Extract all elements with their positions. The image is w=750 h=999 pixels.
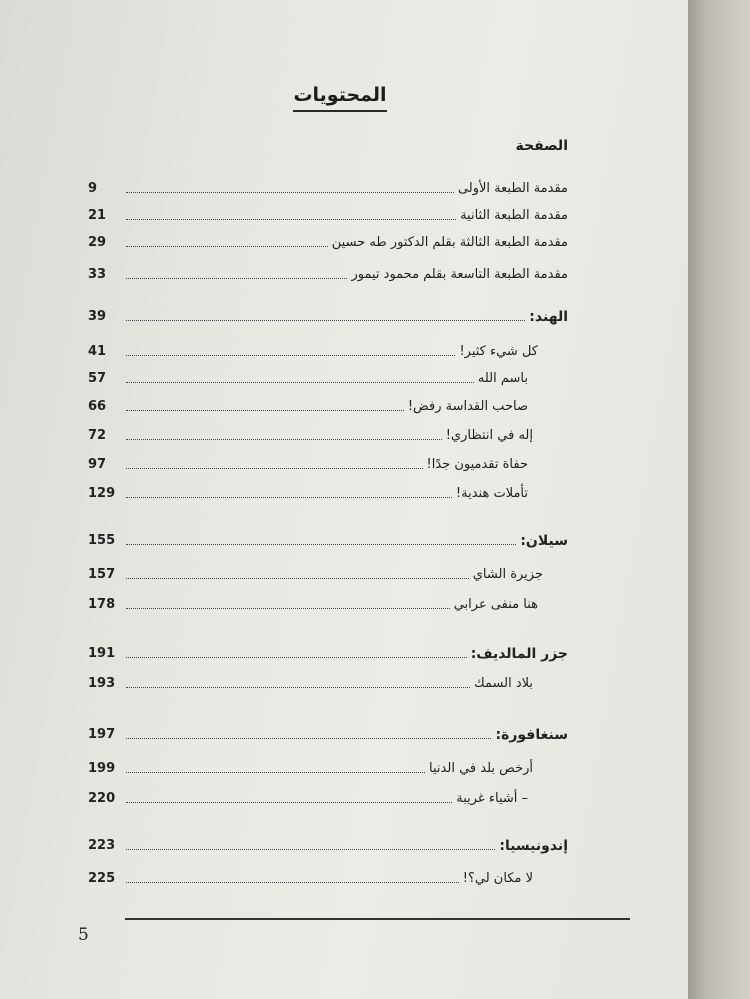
toc-page-number: 33	[88, 267, 107, 282]
toc-section-row	[88, 722, 568, 744]
toc-entry-label: هنا منفى عرابي	[453, 597, 538, 612]
dot-leader	[126, 802, 452, 803]
toc-page-number: 197	[88, 727, 116, 742]
dot-leader	[126, 439, 442, 440]
toc-page-number: 155	[88, 533, 116, 548]
toc-entry-row	[88, 339, 538, 361]
toc-section-label: سنغافورة:	[495, 727, 568, 743]
toc-entry-label: صاحب القداسة رفض!	[407, 399, 528, 414]
toc-entry-row	[88, 366, 528, 388]
toc-entry-label: تأملات هندية!	[455, 486, 528, 501]
toc-section-label: سيلان:	[520, 533, 568, 549]
dot-leader	[126, 410, 404, 411]
toc-section-label: إندونيسيا:	[499, 838, 568, 854]
toc-section-row	[88, 528, 568, 550]
toc-entry-row	[88, 786, 528, 808]
toc-section-row	[88, 641, 568, 663]
toc-entry-row	[88, 866, 533, 888]
page-column-header: الصفحة	[515, 138, 568, 154]
toc-page-number: 21	[88, 208, 107, 223]
facing-page-edge	[688, 0, 750, 999]
dot-leader	[126, 320, 525, 321]
toc-entry-row	[88, 262, 568, 284]
toc-entry-row	[88, 671, 533, 693]
toc-section-row	[88, 304, 568, 326]
toc-entry-label: – أشياء غريبة	[456, 791, 528, 806]
toc-entry-label: كل شيء كثير!	[459, 344, 538, 359]
title-underline	[293, 110, 387, 112]
dot-leader	[126, 382, 474, 383]
toc-entry-label: لا مكان لي؟!	[462, 871, 533, 886]
footer-rule	[125, 918, 630, 920]
toc-page-number: 223	[88, 838, 116, 853]
dot-leader	[126, 544, 516, 545]
toc-page-number: 193	[88, 676, 116, 691]
toc-page-number: 220	[88, 791, 116, 806]
dot-leader	[126, 849, 495, 850]
toc-page-number: 39	[88, 309, 107, 324]
dot-leader	[126, 578, 469, 579]
toc-entry-label: إله في انتظاري!	[445, 428, 533, 443]
dot-leader	[126, 468, 423, 469]
page-number: 5	[78, 925, 89, 945]
dot-leader	[126, 497, 452, 498]
toc-entry-row	[88, 452, 528, 474]
toc-entry-row	[88, 203, 568, 225]
toc-page-number: 191	[88, 646, 116, 661]
dot-leader	[126, 687, 470, 688]
dot-leader	[126, 772, 425, 773]
toc-page-number: 57	[88, 371, 107, 386]
toc-entry-row	[88, 394, 528, 416]
page-title: المحتويات	[293, 84, 387, 106]
dot-leader	[126, 192, 454, 193]
toc-entry-row	[88, 562, 543, 584]
toc-page-number: 29	[88, 235, 107, 250]
toc-entry-row	[88, 756, 533, 778]
dot-leader	[126, 355, 455, 356]
dot-leader	[126, 608, 450, 609]
toc-entry-row	[88, 423, 533, 445]
toc-entry-row	[88, 176, 568, 198]
toc-page-number: 199	[88, 761, 116, 776]
toc-entry-label: باسم الله	[477, 371, 528, 386]
toc-page-number: 225	[88, 871, 116, 886]
dot-leader	[126, 738, 491, 739]
toc-entry-label: جزيرة الشاي	[472, 567, 543, 582]
toc-entry-label: مقدمة الطبعة التاسعة بقلم محمود تيمور	[351, 267, 568, 282]
toc-page-number: 157	[88, 567, 116, 582]
dot-leader	[126, 246, 328, 247]
toc-page-number: 41	[88, 344, 107, 359]
toc-entry-label: مقدمة الطبعة الأولى	[457, 181, 568, 196]
toc-entry-label: مقدمة الطبعة الثانية	[460, 208, 568, 223]
dot-leader	[126, 657, 467, 658]
dot-leader	[126, 882, 459, 883]
toc-entry-row	[88, 481, 528, 503]
toc-entry-label: أرخص بلد في الدنيا	[429, 761, 533, 776]
toc-entry-label: بلاد السمك	[474, 676, 533, 691]
toc-entry-row	[88, 230, 568, 252]
toc-page-number: 129	[88, 486, 116, 501]
toc-section-row	[88, 833, 568, 855]
toc-page-number: 9	[88, 181, 98, 196]
toc-page-number: 178	[88, 597, 116, 612]
toc-entry-label: مقدمة الطبعة الثالثة بقلم الدكتور طه حسين	[331, 235, 568, 250]
dot-leader	[126, 219, 456, 220]
toc-section-label: الهند:	[529, 309, 568, 325]
toc-entry-label: حفاة تقدميون جدًا!	[426, 457, 528, 472]
toc-entry-row	[88, 592, 538, 614]
dot-leader	[126, 278, 347, 279]
toc-page-number: 72	[88, 428, 107, 443]
toc-section-label: جزر المالديف:	[470, 646, 568, 662]
toc-page-number: 97	[88, 457, 107, 472]
toc-page-number: 66	[88, 399, 107, 414]
